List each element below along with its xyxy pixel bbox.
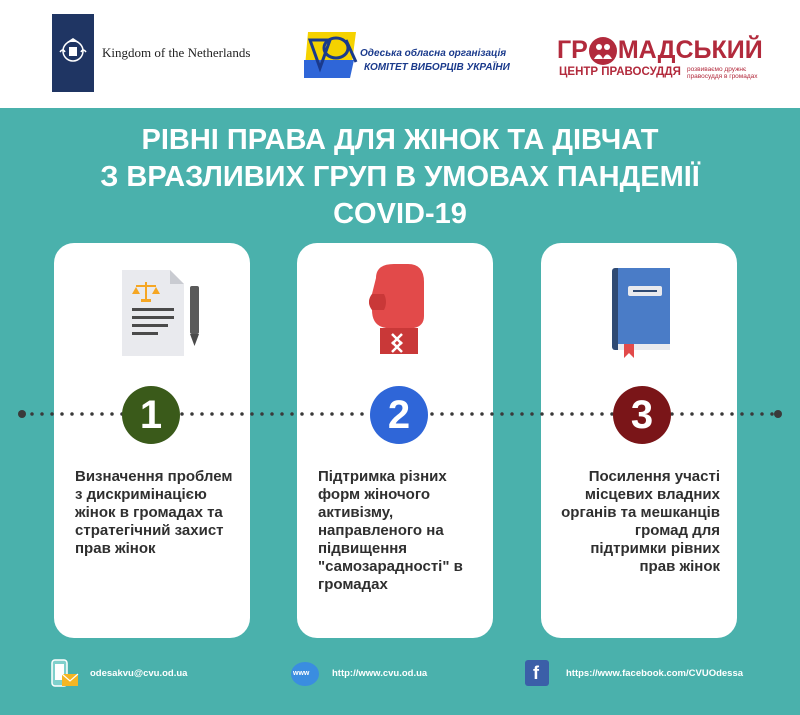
boxing-glove-icon <box>362 258 437 358</box>
card-3-text: Посилення участі місцевих владних органів та мешканців громад для підтримки рівних прав жінок <box>561 468 720 575</box>
step-number-1: 1 <box>122 386 180 444</box>
card-1-text: Визначення проблем з дискримінацією жінок в громадах та стратегічний захист прав жінок <box>75 468 233 557</box>
people-circle-icon <box>589 37 617 65</box>
footer-email[interactable]: odesakvu@cvu.od.ua <box>90 668 188 679</box>
page-title <box>0 122 800 233</box>
book-icon <box>604 258 684 358</box>
cvu-committee-name: КОМІТЕТ ВИБОРЦІВ УКРАЇНИ <box>364 62 510 73</box>
document-scales-icon <box>112 258 207 358</box>
netherlands-logo <box>52 14 250 92</box>
cvu-org-name: Одеська обласна організація <box>360 48 507 59</box>
title-line-3: COVID-19 <box>333 198 467 230</box>
footer-facebook[interactable]: https://www.facebook.com/CVUOdessa <box>566 668 744 679</box>
gromadsky-logo <box>557 36 772 86</box>
footer-website[interactable]: http://www.cvu.od.ua <box>332 668 428 679</box>
step-number-3: 3 <box>613 386 671 444</box>
step-number-2: 2 <box>370 386 428 444</box>
netherlands-label: Kingdom of the Netherlands <box>102 45 251 60</box>
title-line-2: З ВРАЗЛИВИХ ГРУП В УМОВАХ ПАНДЕМІЇ <box>100 161 700 193</box>
gromadsky-title-left: ГР <box>557 36 588 64</box>
facebook-letter: f <box>533 663 539 683</box>
cvu-logo <box>300 26 510 86</box>
card-2-text: Підтримка різних форм жіночого активізму, направленого на підвищення "самозарадності" в громадах <box>318 468 463 593</box>
footer <box>0 650 800 715</box>
header-logos <box>0 0 800 108</box>
gromadsky-tagline: розвиваємо дружнє правосуддя в громадах <box>687 66 758 80</box>
cvu-emblem-icon <box>300 26 362 84</box>
www-label: www <box>293 670 310 677</box>
gromadsky-subtitle: ЦЕНТР ПРАВОСУДДЯ <box>559 66 681 78</box>
netherlands-crest-icon <box>52 14 94 92</box>
gromadsky-title <box>557 36 763 65</box>
title-line-1: РІВНІ ПРАВА ДЛЯ ЖІНОК ТА ДІВЧАТ <box>141 124 659 156</box>
gromadsky-title-right: МАДСЬКИЙ <box>617 36 763 64</box>
phone-email-icon <box>50 658 80 690</box>
